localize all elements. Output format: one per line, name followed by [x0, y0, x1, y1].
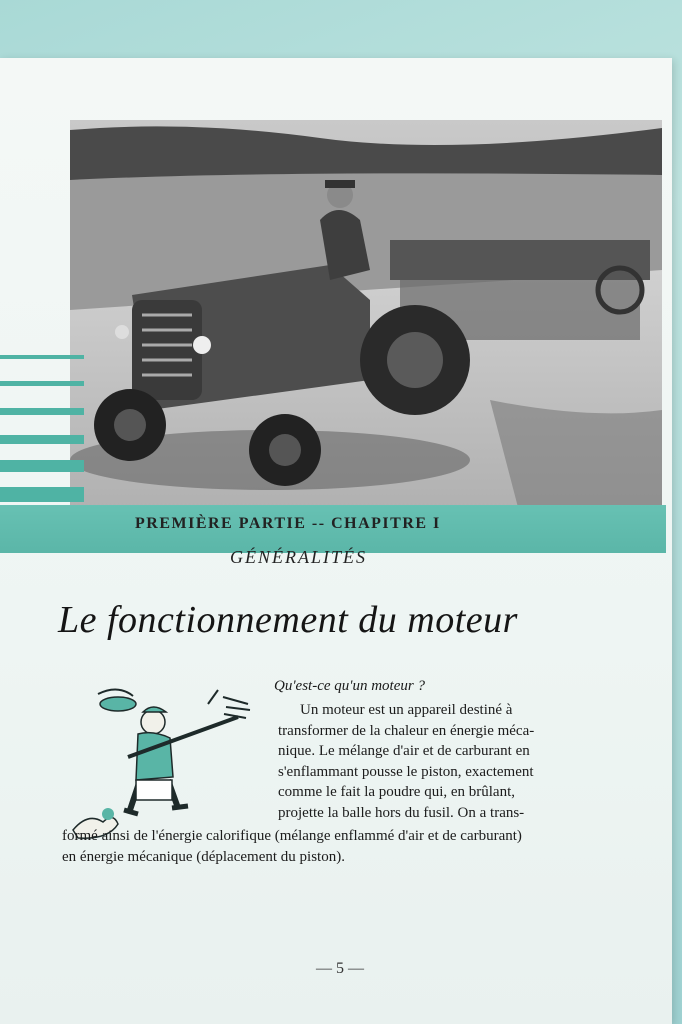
body-line: s'enflammant pousse le piston, exactement	[278, 763, 534, 780]
body-line: Un moteur est un appareil destiné à	[300, 702, 513, 718]
tractor-photo	[70, 120, 662, 515]
page-number: — 5 —	[316, 960, 364, 977]
body-line: en énergie mécanique (déplacement du piston).	[62, 849, 345, 865]
body-line: formé ainsi de l'énergie calorifique (mélange enflammé d'air et de carburant)	[62, 828, 522, 844]
body-line: projette la balle hors du fusil. On a trans-	[278, 804, 525, 821]
chapter-subtitle: GÉNÉRALITÉS	[230, 547, 367, 567]
section-question: Qu'est-ce qu'un moteur ?	[274, 678, 425, 694]
body-line: comme le fait la poudre qui, en brûlant,	[278, 784, 516, 801]
body-line: transformer de la chaleur en énergie méca-	[278, 722, 535, 739]
body-paragraph-continued	[62, 826, 588, 868]
body-paragraph	[278, 700, 550, 824]
decorative-stripes	[0, 355, 84, 525]
book-page	[0, 58, 672, 1024]
page-title: Le fonctionnement du moteur	[58, 599, 518, 641]
hunter-illustration	[58, 682, 258, 847]
chapter-heading: PREMIÈRE PARTIE -- CHAPITRE I	[135, 515, 441, 532]
body-line: nique. Le mélange d'air et de carburant en	[278, 743, 530, 760]
